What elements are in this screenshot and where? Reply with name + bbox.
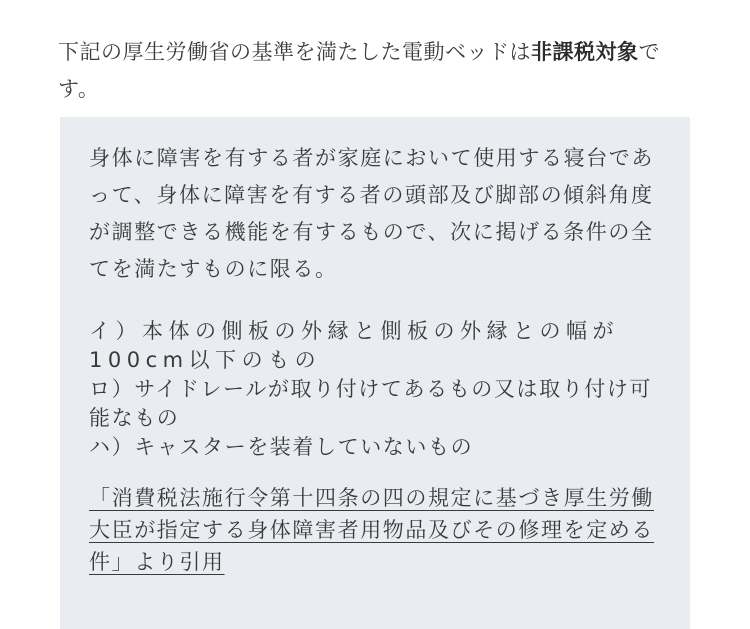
- intro-text-after: です。: [58, 40, 660, 101]
- quote-content: [89, 140, 669, 578]
- quote-box: [60, 117, 690, 629]
- condition-item-ha: ハ）キャスターを装着していないもの: [89, 435, 474, 459]
- intro-text-before: 下記の厚生労働省の基準を満たした電動ベッドは: [58, 40, 531, 64]
- condition-list: [89, 317, 669, 462]
- condition-item-i: イ）本体の側板の外縁と側板の外縁との幅が100cm以下のもの: [89, 319, 619, 372]
- condition-item-ro: ロ）サイドレールが取り付けてあるもの又は取り付け可能なもの: [89, 377, 653, 430]
- intro-emphasis: 非課税対象: [531, 40, 639, 64]
- quote-definition: 身体に障害を有する者が家庭において使用する寝台であって、身体に障害を有する者の頭部及び脚部の傾斜角度が調整できる機能を有するもので、次に掲げる条件の全てを満たすものに限る。: [89, 146, 654, 281]
- citation-link[interactable]: 「消費税法施行令第十四条の四の規定に基づき厚生労働大臣が指定する身体障害者用物品及びその修理を定める件」より引用: [89, 486, 654, 574]
- intro-text: [58, 34, 698, 108]
